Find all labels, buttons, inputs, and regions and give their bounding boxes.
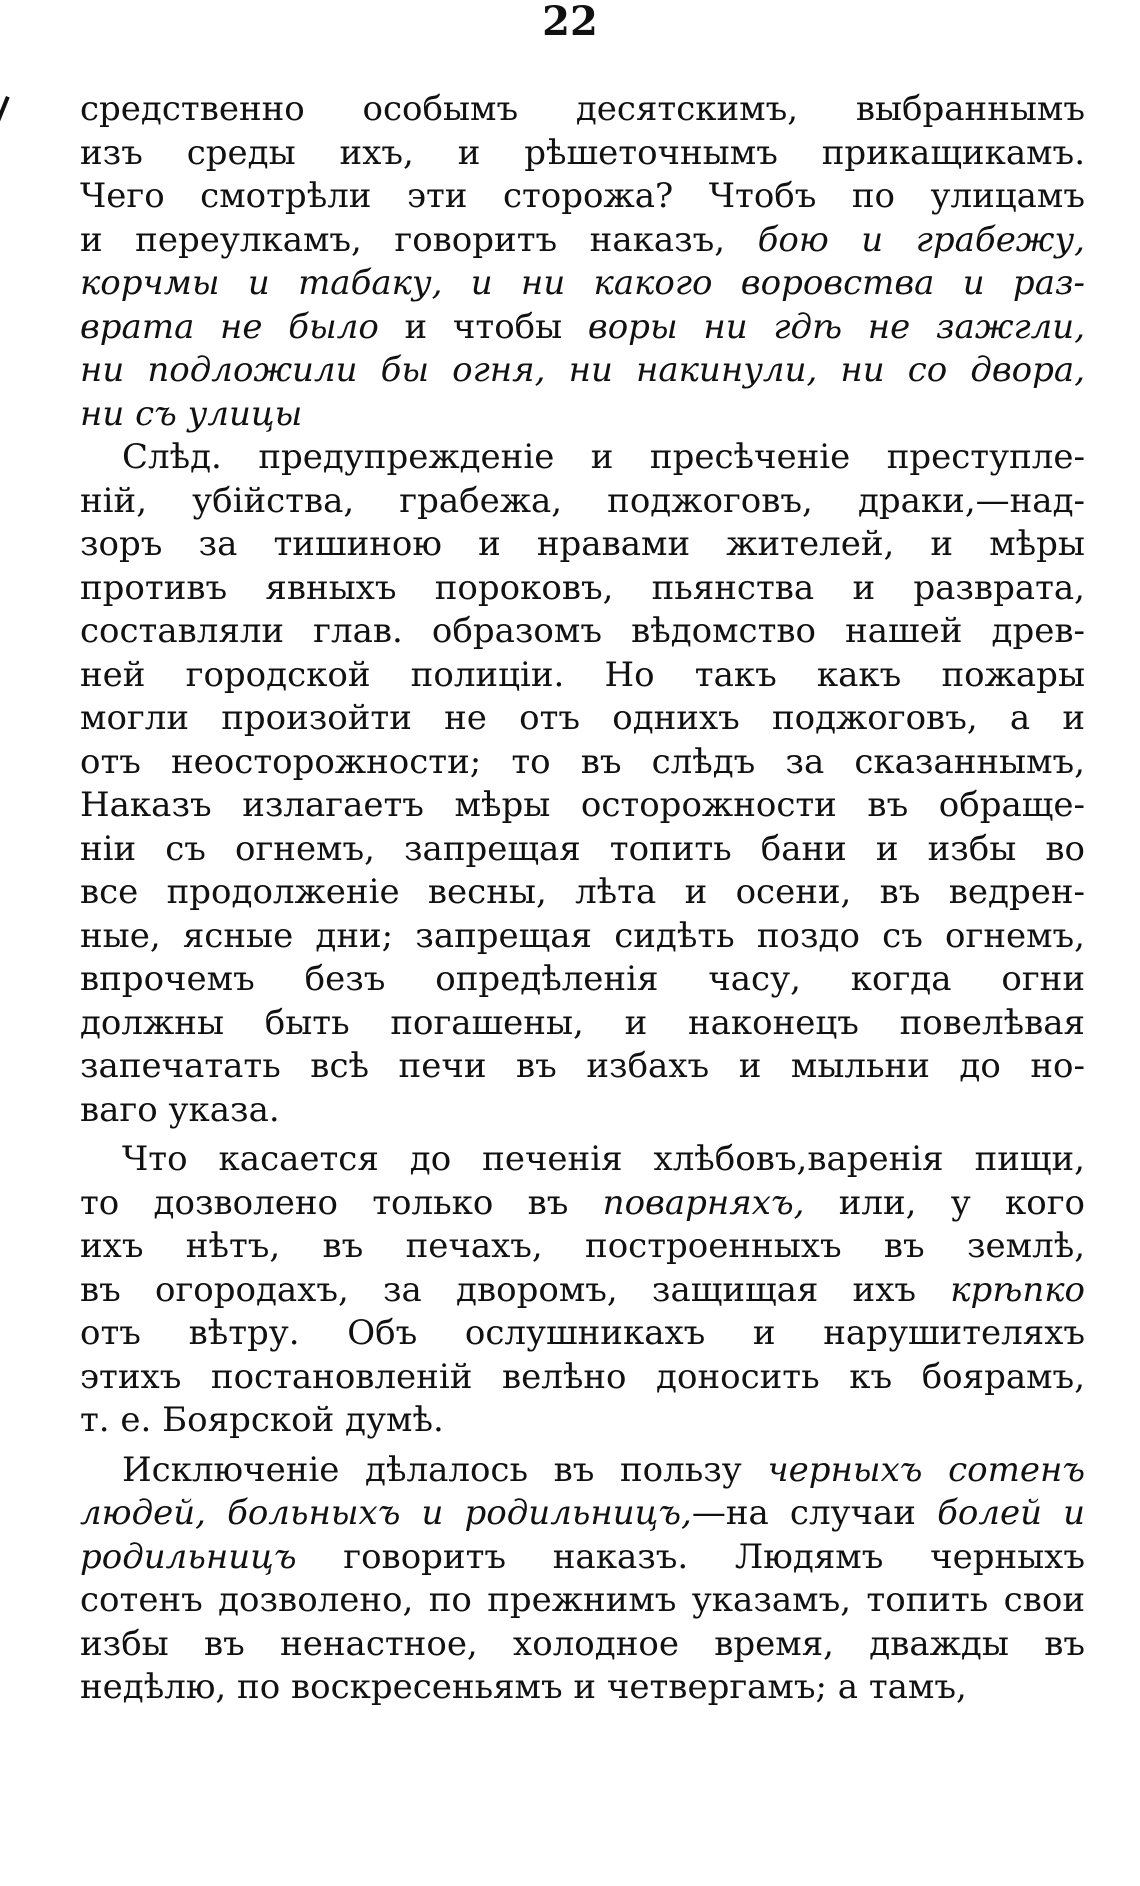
text-segment: противъ явныхъ пороковъ, пьянства и разврата, bbox=[80, 567, 1085, 608]
text-line bbox=[80, 784, 1085, 828]
text-line bbox=[80, 480, 1085, 524]
text-segment: сотенъ дозволено, по прежнимъ указамъ, топить свои bbox=[80, 1580, 1085, 1620]
text-line bbox=[80, 393, 1085, 437]
text-line bbox=[80, 1449, 1085, 1493]
text-line bbox=[80, 654, 1085, 698]
text-line bbox=[80, 1225, 1085, 1269]
text-segment: и чтобы bbox=[404, 306, 588, 347]
italic-text-segment: родильницъ bbox=[80, 1536, 297, 1577]
body-text bbox=[80, 88, 1085, 1710]
text-line bbox=[80, 1536, 1085, 1580]
text-segment: впрочемъ безъ опредѣленія часу, когда огни bbox=[80, 959, 1085, 999]
text-line bbox=[80, 306, 1085, 350]
text-line bbox=[80, 610, 1085, 654]
italic-text-segment: бою и грабежу, bbox=[757, 219, 1085, 260]
text-segment: изъ среды ихъ, и рѣшеточнымъ прикащикамъ. bbox=[80, 132, 1085, 173]
text-segment: ніи съ огнемъ, запрещая топить бани и избы во bbox=[80, 828, 1085, 869]
text-line bbox=[80, 1045, 1085, 1089]
text-segment: отъ неосторожности; то въ слѣдъ за сказаннымъ, bbox=[80, 741, 1085, 782]
text-line bbox=[80, 1182, 1085, 1226]
text-segment: составляли глав. образомъ вѣдомство нашей древ- bbox=[80, 611, 1085, 651]
text-line bbox=[80, 915, 1085, 959]
text-segment: зоръ за тишиною и нравами жителей, и мѣры bbox=[80, 524, 1085, 564]
text-line bbox=[80, 132, 1085, 176]
italic-text-segment: ни съ улицы bbox=[80, 393, 303, 434]
text-segment: Чего смотрѣли эти сторожа? Чтобъ по улицамъ bbox=[80, 176, 1085, 216]
text-segment: говоритъ наказъ. Людямъ черныхъ bbox=[296, 1536, 1085, 1577]
text-line bbox=[80, 436, 1085, 480]
text-line bbox=[80, 828, 1085, 872]
italic-text-segment: болей и bbox=[937, 1493, 1086, 1533]
text-line bbox=[80, 1138, 1085, 1182]
text-line bbox=[80, 1579, 1085, 1623]
text-line bbox=[80, 1312, 1085, 1356]
italic-text-segment: корчмы и табаку, и ни какого воровства и раз- bbox=[80, 263, 1085, 303]
italic-text-segment: воры ни гдѣ не зажгли, bbox=[587, 306, 1086, 347]
text-line bbox=[80, 1492, 1085, 1536]
text-segment: все продолженіе весны, лѣта и осени, въ ведрен- bbox=[80, 872, 1085, 912]
text-line bbox=[80, 1399, 1085, 1443]
text-line bbox=[80, 697, 1085, 741]
page-number: 22 bbox=[542, 0, 598, 45]
text-segment: ней городской полиціи. Но такъ какъ пожары bbox=[80, 654, 1085, 695]
text-line bbox=[80, 1623, 1085, 1667]
text-line bbox=[80, 567, 1085, 611]
text-line bbox=[80, 349, 1085, 393]
italic-text-segment: крѣпко bbox=[950, 1269, 1085, 1310]
text-line bbox=[80, 1089, 1085, 1133]
text-line bbox=[80, 871, 1085, 915]
text-segment: Наказъ излагаетъ мѣры осторожности въ обраще- bbox=[80, 785, 1085, 825]
text-segment: ваго указа. bbox=[80, 1089, 280, 1130]
text-segment: запечатать всѣ печи въ избахъ и мыльни до но- bbox=[80, 1046, 1085, 1086]
italic-text-segment: людей, больныхъ и родильницъ, bbox=[80, 1493, 692, 1533]
text-line bbox=[80, 175, 1085, 219]
text-segment: Исключеніе дѣлалось въ пользу bbox=[122, 1449, 768, 1490]
text-segment: Что касается до печенія хлѣбовъ,варенія пищи, bbox=[122, 1139, 1085, 1179]
text-segment: этихъ постановленій велѣно доносить къ боярамъ, bbox=[80, 1356, 1085, 1397]
text-line bbox=[80, 523, 1085, 567]
text-segment: или, у кого bbox=[804, 1182, 1085, 1223]
text-segment: средственно особымъ десятскимъ, выбраннымъ bbox=[80, 89, 1085, 129]
text-line bbox=[80, 1269, 1085, 1313]
margin-pencil-mark bbox=[0, 96, 10, 144]
text-line bbox=[80, 1002, 1085, 1046]
italic-text-segment: врата не было bbox=[80, 306, 405, 347]
text-segment: то дозволено только въ bbox=[80, 1182, 603, 1223]
text-line bbox=[80, 1666, 1085, 1710]
text-segment: избы въ ненастное, холодное время, дважды въ bbox=[80, 1623, 1085, 1664]
italic-text-segment: черныхъ сотенъ bbox=[767, 1449, 1085, 1490]
text-line bbox=[80, 1356, 1085, 1400]
italic-text-segment: ни подложили бы огня, ни накинули, ни со двора, bbox=[80, 350, 1085, 390]
text-line bbox=[80, 88, 1085, 132]
text-segment: недѣлю, по воскресеньямъ и четвергамъ; а тамъ, bbox=[80, 1667, 967, 1707]
text-segment: Слѣд. предупрежденіе и пресѣченіе преступле- bbox=[122, 437, 1085, 477]
text-line bbox=[80, 741, 1085, 785]
text-segment: и переулкамъ, говоритъ наказъ, bbox=[80, 219, 758, 260]
text-line bbox=[80, 262, 1085, 306]
italic-text-segment: поварняхъ, bbox=[602, 1182, 805, 1223]
text-segment: должны быть погашены, и наконецъ повелѣвая bbox=[80, 1002, 1085, 1043]
text-segment: ные, ясные дни; запрещая сидѣть поздо съ огнемъ, bbox=[80, 915, 1085, 956]
text-segment: въ огородахъ, за дворомъ, защищая ихъ bbox=[80, 1269, 951, 1310]
text-segment: т. е. Боярской думѣ. bbox=[80, 1400, 444, 1440]
text-segment: отъ вѣтру. Объ ослушникахъ и нарушителяхъ bbox=[80, 1313, 1085, 1353]
text-segment: ихъ нѣтъ, въ печахъ, построенныхъ въ землѣ, bbox=[80, 1226, 1085, 1266]
text-segment: ній, убійства, грабежа, поджоговъ, драки,—над- bbox=[80, 480, 1085, 521]
text-line bbox=[80, 958, 1085, 1002]
text-segment: могли произойти не отъ однихъ поджоговъ, а и bbox=[80, 698, 1085, 738]
text-line bbox=[80, 219, 1085, 263]
text-segment: —на случаи bbox=[691, 1493, 938, 1533]
